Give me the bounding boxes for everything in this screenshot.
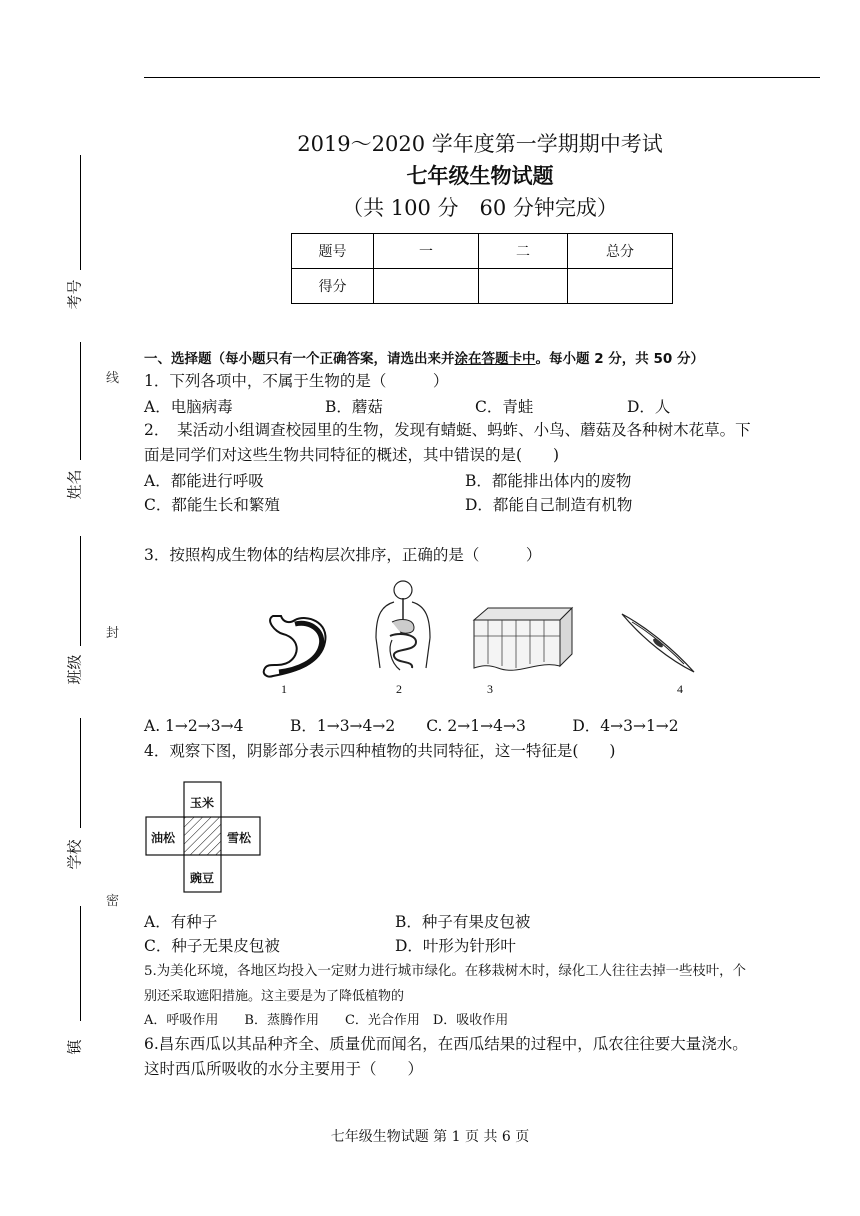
section-heading-a: 一、选择题（每小题只有一个正确答案，请选出来并 [144,351,455,367]
score-cell-total[interactable] [568,269,673,304]
table-header: 题号 [292,234,374,269]
venn-label-bottom: 豌豆 [190,871,215,885]
subject-title: 七年级生物试题 [406,163,554,188]
stomach-figure [255,610,335,680]
q4-option-a: A．有种子 [144,913,218,931]
binding-line-2 [80,342,81,460]
score-cell-1[interactable] [374,269,479,304]
table-header: 总分 [568,234,673,269]
exam-no-label: 考号 [65,279,84,310]
seal-line-label: 线 [106,371,120,386]
binding-line-5 [80,906,81,1021]
binding-line-3 [80,536,81,646]
section-heading-underlined: 涂在答题卡中 [454,351,536,367]
town-label: 镇 [65,1039,84,1055]
q1-option-d: D．人 [627,398,671,416]
q4-option-b: B．种子有果皮包被 [395,913,531,931]
tissue-figure [468,606,574,682]
figure-label-1: 1 [281,682,287,696]
plant-cross-diagram [145,781,261,893]
score-cell-2[interactable] [479,269,568,304]
exam-info: （共 100 分 60 分钟完成） [342,196,618,220]
score-table-row [292,269,673,304]
venn-label-right: 雪松 [227,831,252,845]
score-table [291,233,673,304]
figure-label-2: 2 [396,682,402,696]
q1-option-c: C．青蛙 [475,398,534,416]
binding-line-4 [80,718,81,828]
top-rule [144,77,820,78]
q2-stem-line1: 2． 某活动小组调查校园里的生物，发现有蜻蜓、蚂蚱、小鸟、蘑菇及各种树木花草。下 [144,421,751,439]
seal-secret-label: 密 [106,894,120,909]
table-header: 一 [374,234,479,269]
digestive-system-figure [370,578,436,680]
q2-option-d: D．都能自己制造有机物 [465,496,633,514]
page-footer: 七年级生物试题 第 1 页 共 6 页 [330,1129,530,1145]
q2-option-c: C．都能生长和繁殖 [144,496,280,514]
q4-stem: 4．观察下图，阴影部分表示四种植物的共同特征，这一特征是( ) [144,742,616,760]
venn-label-left: 油松 [151,831,176,845]
name-label: 姓名 [65,469,84,500]
q3-options: A. 1→2→3→4 B．1→3→4→2 C. 2→1→4→3 D．4→3→1→2 [144,717,679,735]
seal-seal-label: 封 [106,626,120,641]
q5-stem-line2: 别还采取遮阳措施。这主要是为了降低植物的 [144,989,405,1004]
q1-stem: 1．下列各项中，不属于生物的是（ ） [144,372,449,390]
q4-option-d: D．叶形为针形叶 [395,937,516,955]
q1-option-a: A．电脑病毒 [144,398,233,416]
score-table-header-row [292,234,673,269]
q2-option-a: A．都能进行呼吸 [144,472,264,490]
venn-label-top: 玉米 [190,796,215,810]
figure-label-4: 4 [677,682,683,696]
class-label: 班级 [65,654,84,685]
section-heading-b: 。每小题 2 分，共 50 分） [535,351,704,367]
q2-option-b: B．都能排出体内的废物 [465,472,632,490]
table-header: 二 [479,234,568,269]
q2-stem-line2: 面是同学们对这些生物共同特征的概述，其中错误的是( ) [144,446,560,464]
school-label: 学校 [65,839,84,870]
q6-stem-line2: 这时西瓜所吸收的水分主要用于（ ） [144,1060,424,1078]
row-label: 得分 [292,269,374,304]
q1-option-b: B．蘑菇 [325,398,383,416]
q6-stem-line1: 6.昌东西瓜以其品种齐全、质量优而闻名，在西瓜结果的过程中，瓜农往往要大量浇水。 [144,1035,748,1053]
exam-title: 2019～2020 学年度第一学期期中考试 [297,132,663,156]
muscle-cell-figure [618,610,698,676]
q4-option-c: C．种子无果皮包被 [144,937,280,955]
section-heading [144,347,704,367]
q5-stem-line1: 5.为美化环境，各地区均投入一定财力进行城市绿化。在移栽树木时，绿化工人往往去掉一些枝叶，个 [144,964,746,979]
figure-label-3: 3 [487,682,493,696]
q5-options: A．呼吸作用 B．蒸腾作用 C．光合作用 D．吸收作用 [144,1013,509,1028]
q3-stem: 3．按照构成生物体的结构层次排序，正确的是（ ） [144,546,542,564]
